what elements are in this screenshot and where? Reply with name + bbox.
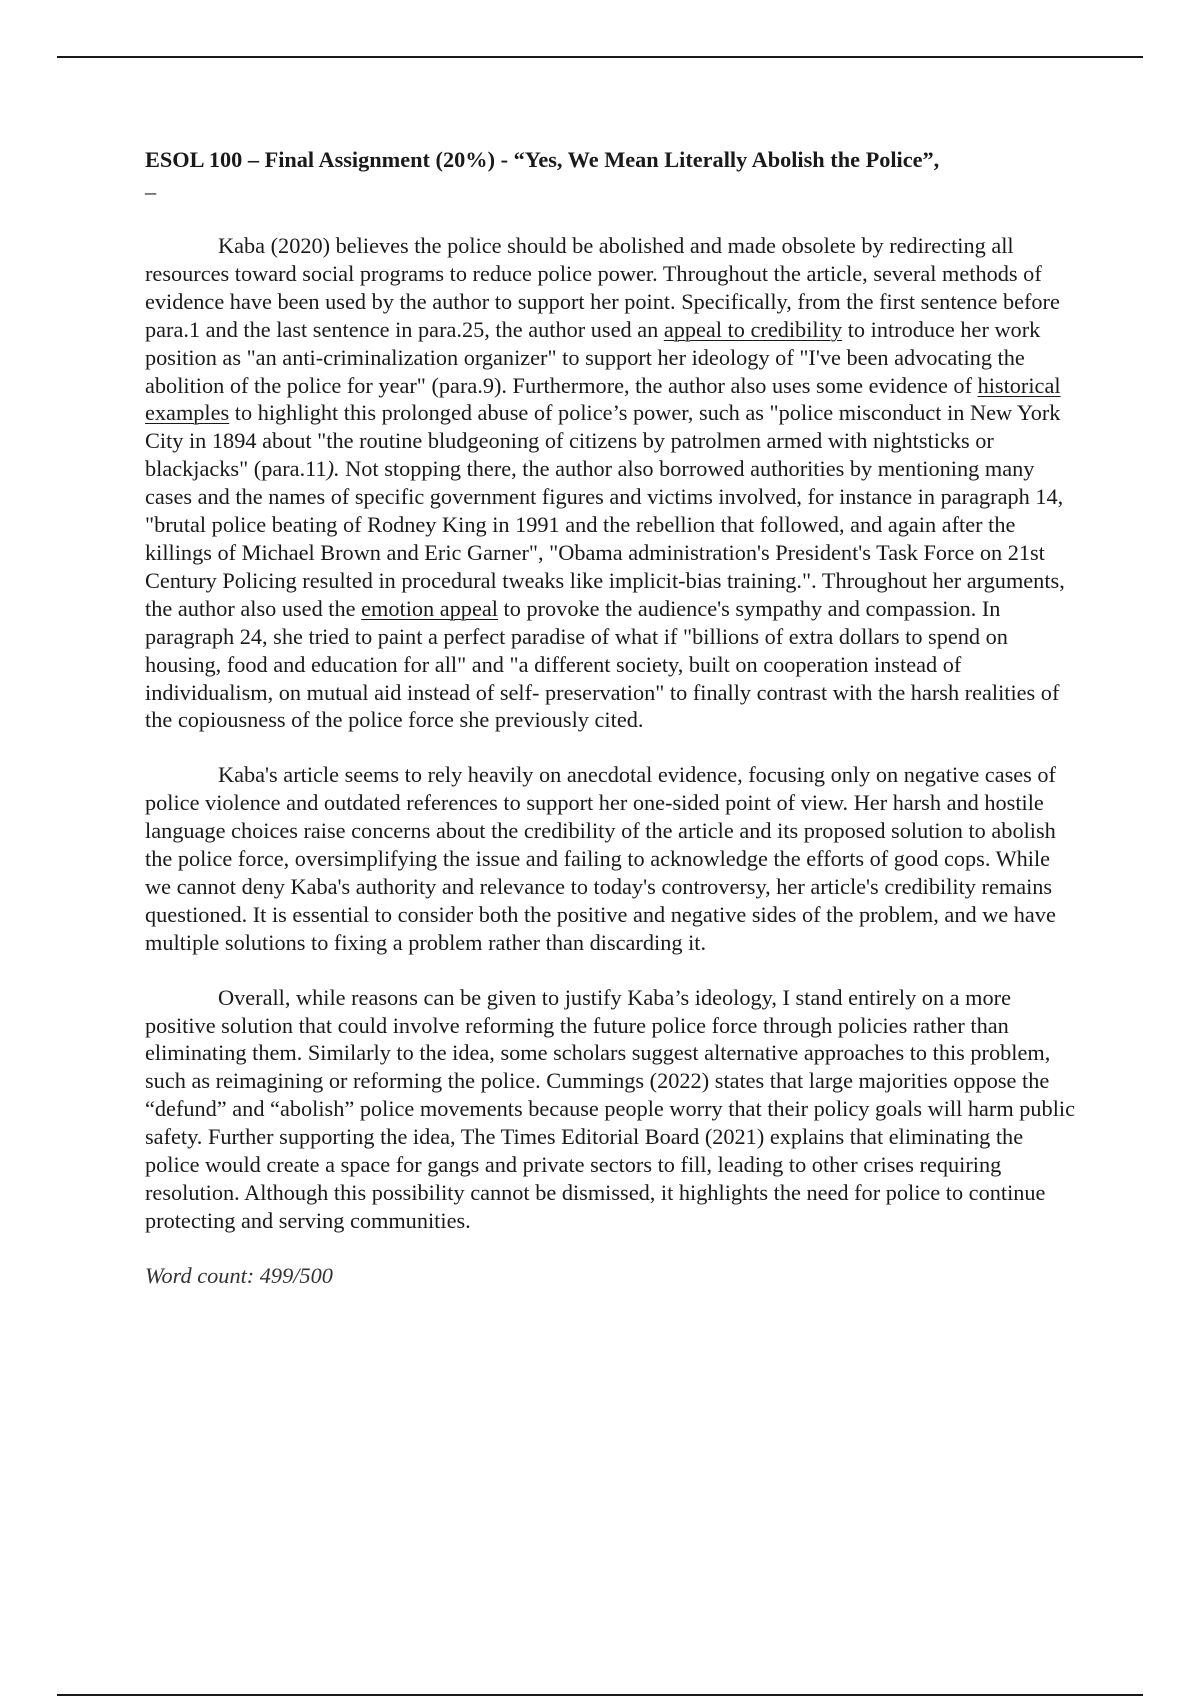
underlined-historical-examples: historical examples (145, 372, 1061, 426)
italic-segment: ). (326, 456, 340, 482)
title-course: ESOL 100 – Final Assignment (20%) - (145, 147, 508, 172)
text-segment: to provoke the audience's sympathy and compassion. In paragraph 24, she tried to paint a perfect paradise of what if "billions of extra dollars to spend on housing, food and education for all" and "a different society, built on cooperation instead of individualism, on mutual aid instead of self- preservation" to finally contrast with the harsh realities of the copiousness of the police force she previously cited. (145, 595, 1060, 733)
underlined-emotion-appeal: emotion appeal (361, 595, 498, 621)
text-segment: to highlight this prolonged abuse of police’s power, such as "police misconduct in New York City in 1894 about "the routine bludgeoning of citizens by patrolmen armed with nightsticks or blackjacks" (para.11 (145, 400, 1061, 482)
title-article: “Yes, We Mean Literally Abolish the Police”, (508, 147, 940, 172)
text-segment: to introduce her work position as "an anti-criminalization organizer" to support her ideology of "I've been advocating the abolition of the police for year" (para.9). Furthermore, the author also uses some evidence of (145, 316, 1041, 398)
text-segment: Kaba (2020) believes the police should be abolished and made obsolete by redirecting all resources toward social programs to reduce police power. Throughout the article, several methods of evidence have been used by the author to support her point. Specifically, from the first sentence before para.1 and the last sentence in para.25, the author used an (145, 233, 1060, 342)
top-rule (57, 56, 1143, 58)
word-count: Word count: 499/500 (145, 1262, 333, 1288)
paragraph-conclusion: Overall, while reasons can be given to justify Kaba’s ideology, I stand entirely on a more positive solution that could involve reforming the future police force through policies rather than eliminating them. Similarly to the idea, some scholars suggest alternative approaches to this problem, such as reimagining or reforming the police. Cummings (2022) states that large majorities oppose the “defund” and “abolish” police movements because people worry that their policy goals will harm public safety. Further supporting the idea, The Times Editorial Board (2021) explains that eliminating the police would create a space for gangs and private sectors to fill, leading to other crises requiring resolution. Although this possibility cannot be dismissed, it highlights the need for police to continue protecting and serving communities. (145, 984, 1075, 1233)
bottom-rule (57, 1694, 1143, 1696)
paragraph-critique: Kaba's article seems to rely heavily on anecdotal evidence, focusing only on negative cases of police violence and outdated references to support her one-sided point of view. Her harsh and hostile language choices raise concerns about the credibility of the article and its proposed solution to abolish the police force, oversimplifying the issue and failing to acknowledge the efforts of good cops. While we cannot deny Kaba's authority and relevance to today's controversy, her article's credibility remains questioned. It is essential to consider both the positive and negative sides of the problem, and we have multiple solutions to fixing a problem rather than discarding it. (145, 762, 1056, 955)
document-body (145, 146, 1080, 1290)
paragraph-summary (145, 232, 1080, 734)
document-title (145, 146, 1080, 174)
text-segment: Not stopping there, the author also borrowed authorities by mentioning many cases and the names of specific government figures and victims involved, for instance in paragraph 14, "brutal police beating of Rodney King in 1991 and the rebellion that followed, and again after the killings of Michael Brown and Eric Garner", "Obama administration's President's Task Force on 21st Century Policing resulted in procedural tweaks like implicit-bias training.". Throughout her arguments, the author also used the (145, 456, 1065, 621)
title-dash: – (145, 179, 157, 204)
underlined-appeal-to-credibility: appeal to credibility (663, 316, 843, 342)
